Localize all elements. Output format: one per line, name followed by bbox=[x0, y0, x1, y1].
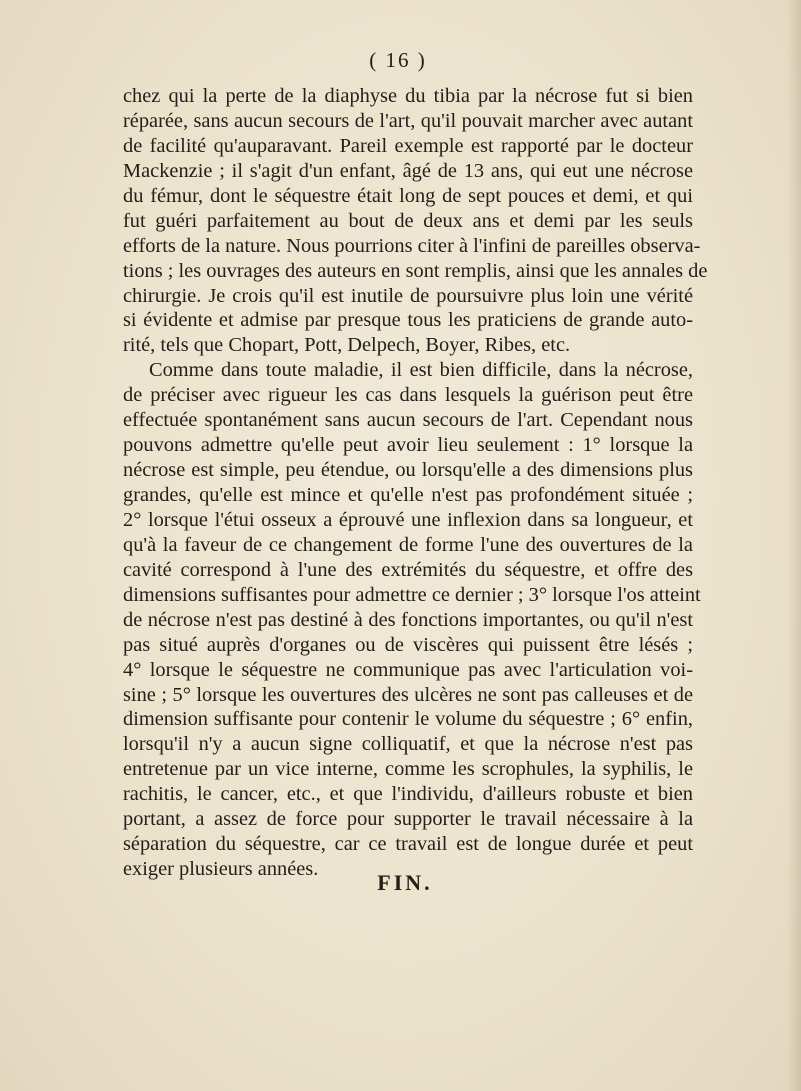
text-line: tions ; les ouvrages des auteurs en sont remplis, ainsi que les annales de bbox=[123, 259, 708, 282]
text-line: sine ; 5° lorsque les ouvertures des ulcères ne sont pas calleuses et de bbox=[123, 683, 693, 706]
text-line: fut guéri parfaitement au bout de deux ans et demi par les seuls bbox=[123, 209, 693, 232]
text-line: rachitis, le cancer, etc., et que l'individu, d'ailleurs robuste et bien bbox=[123, 783, 693, 806]
body-text bbox=[123, 84, 708, 882]
text-line: effectuée spontanément sans aucun secours de l'art. Cependant nous bbox=[123, 409, 693, 432]
text-line: pouvons admettre qu'elle peut avoir lieu seulement : 1° lorsque la bbox=[123, 434, 693, 457]
text-line: pas situé auprès d'organes ou de viscères qui puissent être lésés ; bbox=[123, 633, 693, 656]
text-line: 2° lorsque l'étui osseux a éprouvé une inflexion dans sa longueur, et bbox=[123, 508, 693, 531]
text-line: chez qui la perte de la diaphyse du tibia par la nécrose fut si bien bbox=[123, 85, 693, 107]
text-line: grandes, qu'elle est mince et qu'elle n'est pas profondément située ; bbox=[123, 484, 693, 506]
text-line: nécrose est simple, peu étendue, ou lorsqu'elle a des dimensions plus bbox=[123, 459, 693, 482]
page-number: ( 16 ) bbox=[369, 48, 427, 72]
text-line: séparation du séquestre, car ce travail est de longue durée et peut bbox=[123, 833, 693, 856]
text-line: du fémur, dont le séquestre était long de sept pouces et demi, et qui bbox=[123, 184, 693, 207]
text-line: Mackenzie ; il s'agit d'un enfant, âgé de 13 ans, qui eut une nécrose bbox=[123, 159, 693, 182]
text-line: cavité correspond à l'une des extrémités du séquestre, et offre des bbox=[123, 558, 693, 581]
page-edge-shadow bbox=[787, 0, 801, 1091]
text-line: si évidente et admise par presque tous les praticiens de grande auto- bbox=[123, 309, 693, 332]
text-line: chirurgie. Je crois qu'il est inutile de poursuivre plus loin une vérité bbox=[123, 284, 693, 307]
text-line: dimensions suffisantes pour admettre ce dernier ; 3° lorsque l'os atteint bbox=[123, 583, 701, 606]
text-line: portant, a assez de force pour supporter le travail nécessaire à la bbox=[123, 808, 693, 831]
text-line: entretenue par un vice interne, comme les scrophules, la syphilis, le bbox=[123, 758, 693, 781]
paragraph-end-line: exiger plusieurs années. bbox=[123, 858, 319, 881]
paragraph-end-line: rité, tels que Chopart, Pott, Delpech, Boyer, Ribes, etc. bbox=[123, 334, 571, 357]
text-line: de nécrose n'est pas destiné à des fonctions importantes, ou qu'il n'est bbox=[123, 608, 693, 631]
end-mark: FIN. bbox=[377, 870, 433, 895]
text-line: de facilité qu'auparavant. Pareil exemple est rapporté par le docteur bbox=[123, 134, 693, 157]
text-line: de préciser avec rigueur les cas dans lesquels la guérison peut être bbox=[123, 384, 693, 407]
text-line: lorsqu'il n'y a aucun signe colliquatif, et que la nécrose n'est pas bbox=[123, 733, 693, 756]
text-line: dimension suffisante pour contenir le volume du séquestre ; 6° enfin, bbox=[123, 708, 693, 731]
text-line: 4° lorsque le séquestre ne communique pas avec l'articulation voi- bbox=[123, 658, 693, 681]
text-line: efforts de la nature. Nous pourrions citer à l'infini de pareilles observa- bbox=[123, 234, 701, 257]
text-line: réparée, sans aucun secours de l'art, qu'il pouvait marcher avec autant bbox=[123, 109, 693, 132]
paragraph-start-line: Comme dans toute maladie, il est bien difficile, dans la nécrose, bbox=[149, 359, 693, 382]
text-line: qu'à la faveur de ce changement de forme l'une des ouvertures de la bbox=[123, 533, 693, 556]
